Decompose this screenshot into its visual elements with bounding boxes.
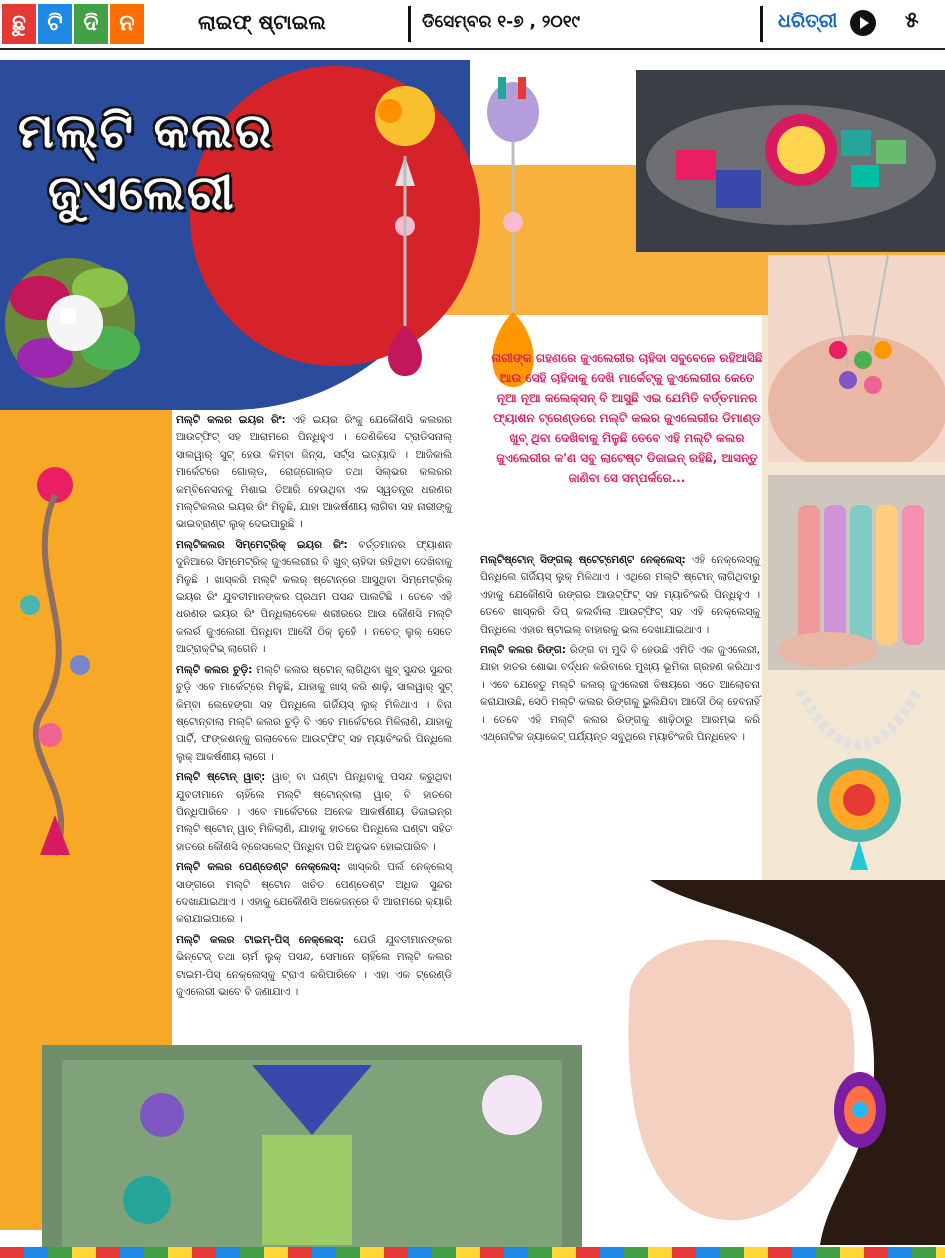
article-paragraph (480, 642, 760, 746)
paragraph-body: ଖାସ୍କରି ପର୍ଲ ନେକ୍ଲେସ୍ ସାଙ୍ଗରେ ମଲ୍ଟି ଷ୍ଟୋନ ଖଚିତ ପେଣ୍ଡେଣ୍ଟ ଅଧିକ ସୁନ୍ଦର ଦେଖାଯାଇଥାଏ । ଏହାକୁ ଯେକୌଣସି ଅକେଜନ୍ରେ ବି ଆରାମରେ କ୍ୟାରି କରାଯାଇପାରେ । (176, 861, 452, 926)
subheading: ମଲ୍ଟି କଲର ଇୟର ରିଂ: (176, 414, 286, 426)
paragraph-body: ଏହି ନେକ୍ଲେସ୍କୁ ପିନ୍ଧିଲେ ଗର୍ଜିୟସ୍ ଲୁକ୍ ମିଳିଥାଏ । ଏଥିରେ ମଲ୍ଟି ଷ୍ଟୋନ୍ ଲାଗିଥିବାରୁ ଏହାକୁ ଯେକୌଣସି ରଙ୍ଗର ଆଉଟ୍ଫିଟ୍ ସହ ମ୍ୟାଚିଂକରି ପିନ୍ଧିହୁଏ । ତେବେ ଖାସ୍କରି ଡିପ୍ କଲର୍ବାଲା ଆଉଟ୍ଫିଟ୍ ସହ ଏହି ନେକ୍ଲେସ୍କୁ ପିନ୍ଧିଲେ ଏହାର ଷ୍ଟାଇଲ୍ ବାହାରକୁ ଭଲ ଦେଖାଯାଇଥାଏ । (480, 554, 760, 636)
brand-tile: ନ (110, 4, 144, 44)
paragraph-body: ଯେଉଁ ଯୁବତୀମାନଙ୍କର ଭିନ୍ଟେଜ୍ ତଥା ଚାର୍ମ ଲୁକ୍ ପସନ୍ଦ, ସେମାନେ ଚାହିଁଲେ ମଲ୍ଟି କଲର ଟାଇମ-ପିସ୍ ନେକ୍ଲେସ୍କୁ ଟ୍ରାଏ କରିପାରିବେ । ଏହା ଏକ ଟ୍ରେଣ୍ଡି ଜୁଏଲେରୀ ଭାବେ ବି ଜଣାଯାଏ । (176, 933, 452, 998)
article-paragraph (480, 552, 760, 639)
article-column-2 (480, 552, 760, 749)
article-paragraph (176, 859, 452, 929)
statement-necklace-photo (790, 690, 928, 880)
headline-line-1: ମଲ୍ଟି କଲର (18, 103, 274, 159)
header-divider (760, 6, 763, 42)
article-paragraph (176, 412, 452, 534)
brand-tile: ଟି (38, 4, 72, 44)
issue-date: ଡିସେମ୍ବର ୧-୭ , ୨୦୧୯ (422, 12, 581, 32)
article-paragraph (176, 537, 452, 659)
earring-yellow-photo (340, 76, 470, 376)
article-column-1 (176, 412, 452, 1004)
floral-drop-earring-photo (0, 455, 115, 870)
subheading: ମଲ୍ଟିଷ୍ଟୋନ୍ ସିଙ୍ଗଲ୍ ଷ୍ଟେଟ୍ମେଣ୍ଟ ନେକ୍ଲେସ୍: (480, 554, 686, 566)
subheading: ମଲ୍ଟି କଲର ରିଙ୍ଗ: (480, 644, 566, 657)
watch-bracelet-photo (636, 70, 945, 252)
brand-tile: ଛୁ (2, 4, 36, 44)
paragraph-body: ମଲ୍ଟି କଲର ଷ୍ଟୋନ୍ ଲାଗିଥିବା ଖୁବ୍ ସୁନ୍ଦର ସୁନ୍ଦର ଚୁଡ଼ି ଏବେ ମାର୍କେଟ୍ରେ ମିଳୁଛି, ଯାହାକୁ ଖାସ୍ କରି ଶାଢ଼ି, ସାଲୱାର୍ ସୁଟ୍ କିମ୍ବା ଲେହେଙ୍ଗା ସହ ପିନ୍ଧିଲେ ଗର୍ଜିୟସ୍ ଲୁକ୍ ମିଳିଥାଏ । ବିନା ଷ୍ଟୋନ୍ବାଲା ମଲ୍ଟି କଲର ଚୁଡ଼ି ବି ଏବେ ମାର୍କେଟରେ ମିଳିଲାଣି, ଯାହାକୁ ପାର୍ଟି, ଫଙ୍କଶନ୍କୁ ଗଲାବେଳେ ଆଉଟ୍ଫିଟ୍ ସହ ମ୍ୟାଚିଂକରି ପିନ୍ଧିଲେ ଲୁକ୍ ଆକର୍ଷଣୀୟ ଲାଗେ । (176, 663, 452, 763)
brand-tile: ଦି (74, 4, 108, 44)
subheading: ମଲ୍ଟି ଷ୍ଟୋନ୍ ୱାଚ୍: (176, 771, 266, 784)
headline (18, 100, 338, 230)
paragraph-body: ଏହି ଇୟର ରିଂକୁ ଯେକୌଣସି କଲରର ଆଉଟ୍ଫିଟ୍ ସହ ଆରାମରେ ପିନ୍ଧିହୁଏ । ତେଣିକିସେ ଟ୍ରାଡିସନାଲ୍ ସାଲୱାର୍ ସୁଟ୍ ହେଉ କିମ୍ବା ଜିନ୍ସ, ସର୍ଟ୍ସ ଇତ୍ୟାଦି । ଆଜିକାଲି ମାର୍କେଟରେ ଗୋଲ୍ଡ, ରୋଜ୍ଗୋଲ୍ଡ ତଥା ସିଲ୍ଭର କଲରର କମ୍ବିନେସନକୁ ମିଶାଇ ତିଆରି ହେଉଥିବା ଏକ ସ୍ୱତନ୍ତ୍ର ଧରଣର ମଲ୍ଟିକଲର ଇୟର ରିଂ ମିଳୁଛି, ଯାହା ଆକର୍ଷଣୀୟ ଲାଗିବା ସହ ନାରୀଙ୍କୁ ଭାଇବ୍ରାଣ୍ଟ ଲୁକ୍ ଦେଇପାରୁଛି । (176, 414, 452, 531)
pendant-hand-photo (768, 255, 945, 462)
paragraph-body: ରିଙ୍ଗ ବା ମୁଦି ବି ହେଉଛି ଏମିତି ଏକ ଜୁଏଲେରୀ, ଯାହା ହାତର ଶୋଭା ବର୍ଦ୍ଧନ କରିବାରେ ମୁଖ୍ୟ ଭୂମିକା ଗ୍ରହଣ କରିଥାଏ । ଏବେ ଯେହେତୁ ମଲ୍ଟି କଲର୍ ଜୁଏଲେରୀ ବିଷୟରେ ଏତେ ଆଲୋଚନା କରାଯାଉଛି, ସେଠି ମଲ୍ଟି କଲର ରିଙ୍ଗକୁ ଭୁଲିଯିବା ଆଦୌ ଠିକ୍ ହେବନାହିଁ । ତେବେ ଏହି ମଲ୍ଟି କଲର ରିଙ୍ଗକୁ ଶାଢ଼ିଠାରୁ ଆରମ୍ଭ କରି ଏଥ୍ନୋଟିକ ଜ୍ୟାକେଟ୍ ପର୍ଯ୍ୟନ୍ତ ସବୁଥିରେ ମ୍ୟାଚିଂକରି ପିନ୍ଧିହେବ । (480, 644, 760, 744)
bangles-photo (768, 475, 945, 670)
subheading: ମଲ୍ଟିକଲର ସିମ୍ମେଟ୍ରିକ୍ ଇୟର ରିଂ: (176, 538, 348, 551)
paragraph-body: ବର୍ତ୍ତମାନର ଫ୍ୟାଶନ ଦୁନିଆରେ ସିମ୍ମେଟ୍ରିକ୍ ଜୁଏଲେରୀର ବି ଖୁବ୍ ଚାହିଦା ରହିଥିବା ଦେଖିବାକୁ ମିଳୁଛି । ଖାସ୍କରି ମଲ୍ଟି କଲର୍ ଷ୍ଟୋନ୍ରେ ଆସୁଥିବା ସିମ୍ମେଟ୍ରିକ୍ ଇୟର ରିଂ ଯୁବତୀମାନଙ୍କର ପ୍ରଥମ ପସନ୍ଦ ପାଲଟିଛି । ତେବେ ଏହି ଧରଣର ଇୟର ରିଂ ପିନ୍ଧିଲାବେଳେ ଶରୀରରେ ଆଉ କୌଣସି ମଲ୍ଟି କଲର୍ର ଜୁଏଲେରୀ ପିନ୍ଧିବା ଆଦୌ ଠିକ୍ ନୁହେଁ । ନଚେତ୍ ଲୁକ୍ ସେତେ ଆଟ୍ରାକ୍ଟିଭ୍ ଲାଗେନି । (176, 538, 452, 656)
article-paragraph (176, 932, 452, 1002)
page-header (0, 0, 945, 50)
intro-text: ନାରୀଙ୍କ ଗହଣରେ ଜୁଏଲେରୀର ଚାହିଦା ସବୁବେଳେ ରହିଆସିଛି ଆଉ ସେହି ଚାହିଦାକୁ ଦେଖି ମାର୍କେଟ୍କୁ ଜୁଏଲେରୀର କେତେ ନୂଆ ନୂଆ କଲେକ୍ସନ୍ ବି ଆସୁଛି ଏଇ ଯେମିତି ବର୍ତ୍ତମାନର ଫ୍ୟାଶନ ଟ୍ରେଣ୍ଡରେ ମଲ୍ଟି କଲର ଜୁଏଲେରୀର ଡିମାଣ୍ଡ ଖୁବ୍ ଥିବା ଦେଖିବାକୁ ମିଳୁଛି ତେବେ ଏହି ମଲ୍ଟି କଲର ଜୁଏଲେରୀର କ'ଣ ସବୁ ଲାଟେଷ୍ଟ ଡିଜାଇନ୍ ରହିଛି, ଆସନ୍ତୁ ଜାଣିବା ସେ ସମ୍ପର୍କରେ... (491, 351, 763, 485)
flower-ring-photo (0, 228, 160, 408)
paragraph-body: ୱାଚ୍ ବା ଘଣ୍ଟା ପିନ୍ଧିବାକୁ ପସନ୍ଦ କରୁଥିବା ଯୁବତୀମାନେ ଚାହିଁଲେ ମଲ୍ଟି ଷ୍ଟୋନ୍ବାଲା ୱାଚ୍ ବି ହାତରେ ପିନ୍ଧିପାରିବେ । ଏବେ ମାର୍କେଟରେ ଅନେକ ଆକର୍ଷଣୀୟ ଡିଜାଇନ୍ର ମଲ୍ଟି ଷ୍ଟୋନ୍ ୱାଚ୍ ମିଳିଲାଣି, ଯାହାକୁ ହାତରେ ପିନ୍ଧିଲେ ଘଣ୍ଟା ସହିତ ହାତରେ କୌଣସି ବ୍ରେସଲେଟ୍ ପିନ୍ଧିବା ପରି ଅନୁଭବ ହୋଇପାରିବ । (176, 771, 453, 853)
header-divider (408, 6, 411, 42)
section-name: ଲାଇଫ୍ ଷ୍ଟାଇଲ (198, 10, 326, 34)
article-paragraph (176, 662, 452, 766)
footer-color-strip (0, 1247, 945, 1258)
subheading: ମଲ୍ଟି କଲର ଚୁଡ଼ି: (176, 663, 253, 676)
headline-line-2: ଜୁଏଲେରୀ (48, 165, 236, 221)
newspaper-logo: ଧରିତ୍ରୀ (778, 10, 838, 32)
play-icon (850, 10, 876, 36)
jewellery-box-photo (42, 1045, 582, 1250)
article-paragraph (176, 769, 452, 856)
earring-pink-photo (468, 72, 558, 392)
subheading: ମଲ୍ଟି କଲର ପେଣ୍ଡେଣ୍ଟ ନେକ୍ଲେସ୍: (176, 861, 341, 874)
model-with-earring-photo (590, 880, 945, 1245)
subheading: ମଲ୍ଟି କଲର ଟାଇମ୍-ପିସ୍ ନେକ୍ଲେସ୍: (176, 933, 345, 946)
page-number: ୫ (905, 8, 919, 33)
